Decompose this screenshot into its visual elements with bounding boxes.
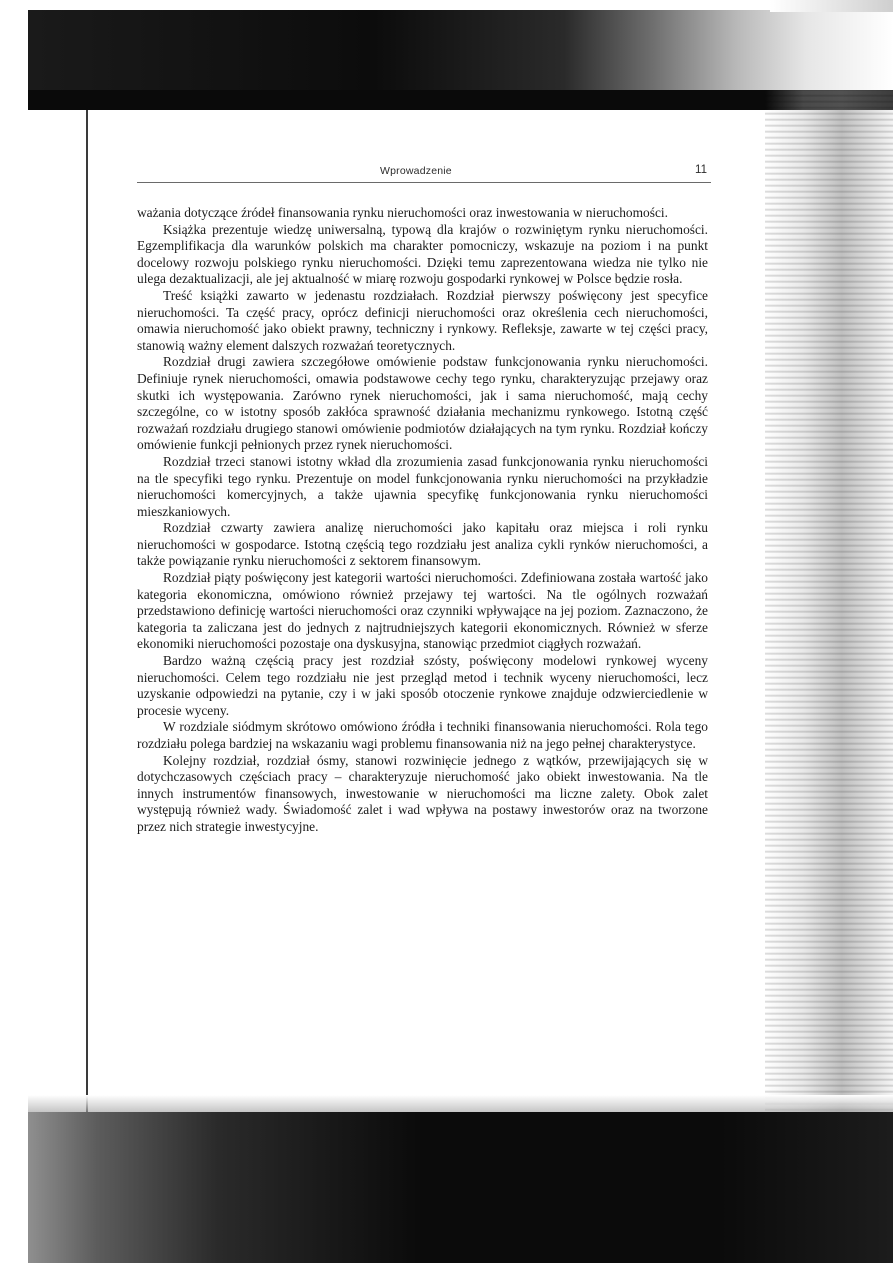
scan-noise-right bbox=[765, 90, 893, 1120]
paragraph: Rozdział drugi zawiera szczegółowe omówienie podstaw funkcjonowania rynku nieruchomości. Definiuje rynek nieruchomości, omawia podstawowe cechy tego rynku, charakteryzując przejawy oraz skutki ich występowania. Zarówno rynek nieruchomości, jak i sama nieruchomość, mają cechy szczególne, co w istotny sposób zakłóca sprawność działania mechanizmu rynkowego. Istotną część rozważań rozdziału drugiego stanowi omówienie podmiotów działających na tym rynku. Rozdział kończy omówienie funkcji pełnionych przez rynek nieruchomości. bbox=[137, 354, 708, 453]
text-body bbox=[137, 205, 708, 836]
paragraph: Rozdział czwarty zawiera analizę nieruchomości jako kapitału oraz miejsca i roli rynku nieruchomości w gospodarce. Istotną częścią tego rozdziału jest analiza cykli rynków nieruchomości, a także powiązanie rynku nieruchomości z sektorem finansowym. bbox=[137, 520, 708, 569]
page-number: 11 bbox=[695, 164, 707, 176]
paragraph: W rozdziale siódmym skrótowo omówiono źródła i techniki finansowania nieruchomości. Rola tego rozdziału polega bardziej na wskazaniu wagi problemu finansowania niż na jego pełnej charakterystyce. bbox=[137, 719, 708, 751]
paragraph: ważania dotyczące źródeł finansowania rynku nieruchomości oraz inwestowania w nieruchomości. bbox=[137, 205, 668, 220]
paragraph: Treść książki zawarto w jedenastu rozdziałach. Rozdział pierwszy poświęcony jest specyfice nieruchomości. Ta część pracy, oprócz definicji nieruchomości oraz określenia cech nieruchomości, omawia nieruchomość jako obiekt prawny, techniczny i rynkowy. Refleksje, zawarte w tej części pracy, stanowią ważny element dalszych rozważań teoretycznych. bbox=[137, 287, 708, 353]
running-title: Wprowadzenie bbox=[380, 165, 452, 177]
paragraph: Rozdział trzeci stanowi istotny wkład dla zrozumienia zasad funkcjonowania rynku nieruchomości na tle specyfiki tego rynku. Prezentuje on model funkcjonowania rynku nieruchomości na przykładzie nieruchomości komercyjnych, a także ujawnia specyfikę funkcjonowania rynku nieruchomości mieszkaniowych. bbox=[137, 453, 708, 519]
header-rule bbox=[137, 182, 711, 183]
running-header bbox=[137, 163, 711, 185]
paragraph: Kolejny rozdział, rozdział ósmy, stanowi rozwinięcie jednego z wątków, przewijających się w dotychczasowych częściach pracy – charakteryzuje nieruchomość jako obiekt inwestowania. Na tle innych instrumentów finansowych, inwestowanie w nieruchomości ma liczne zalety. Obok zalet występują również wady. Świadomość zalet i wad wpływa na postawy inwestorów oraz na tworzone przez nich strategie inwestycyjne. bbox=[137, 752, 708, 834]
paragraph: Książka prezentuje wiedzę uniwersalną, typową dla krajów o rozwiniętym rynku nieruchomości. Egzemplifikacja dla warunków polskich ma charakter pomocniczy, wskazuje na poziom i na punkt docelowy rozwoju polskiego rynku nieruchomości. Dzięki temu zaprezentowana wiedza nie tylko nie ulega dezaktualizacji, ale jej aktualność w miarę rozwoju gospodarki rynkowej w Polsce będzie rosła. bbox=[137, 221, 708, 287]
scan-shadow-bottom bbox=[28, 1112, 893, 1263]
paragraph: Bardzo ważną częścią pracy jest rozdział szósty, poświęcony modelowi rynkowej wyceny nieruchomości. Celem tego rozdziału nie jest przegląd metod i technik wyceny nieruchomości, lecz uzyskanie odpowiedzi na pytanie, czy i w jaki sposób otoczenie rynkowe znajduje odzwierciedlenie w procesie wyceny. bbox=[137, 653, 708, 718]
scan-corner bbox=[770, 0, 893, 12]
page-left-edge bbox=[86, 110, 88, 1120]
scan-shadow-top-edge bbox=[28, 90, 893, 110]
paragraph: Rozdział piąty poświęcony jest kategorii wartości nieruchomości. Zdefiniowana została wartość jako kategoria ekonomiczna, omówiono również przejawy tej wartości. Na tle ogólnych rozważań przedstawiono definicję wartości nieruchomości oraz czynniki wpływające na jej poziom. Zaznaczono, że kategoria ta zaliczana jest do jednych z najtrudniejszych kategorii ekonomicznych. Również w sferze ekonomiki nieruchomości pozostaje ona dyskusyjna, stanowiąc przedmiot ciągłych rozważań. bbox=[137, 570, 708, 652]
